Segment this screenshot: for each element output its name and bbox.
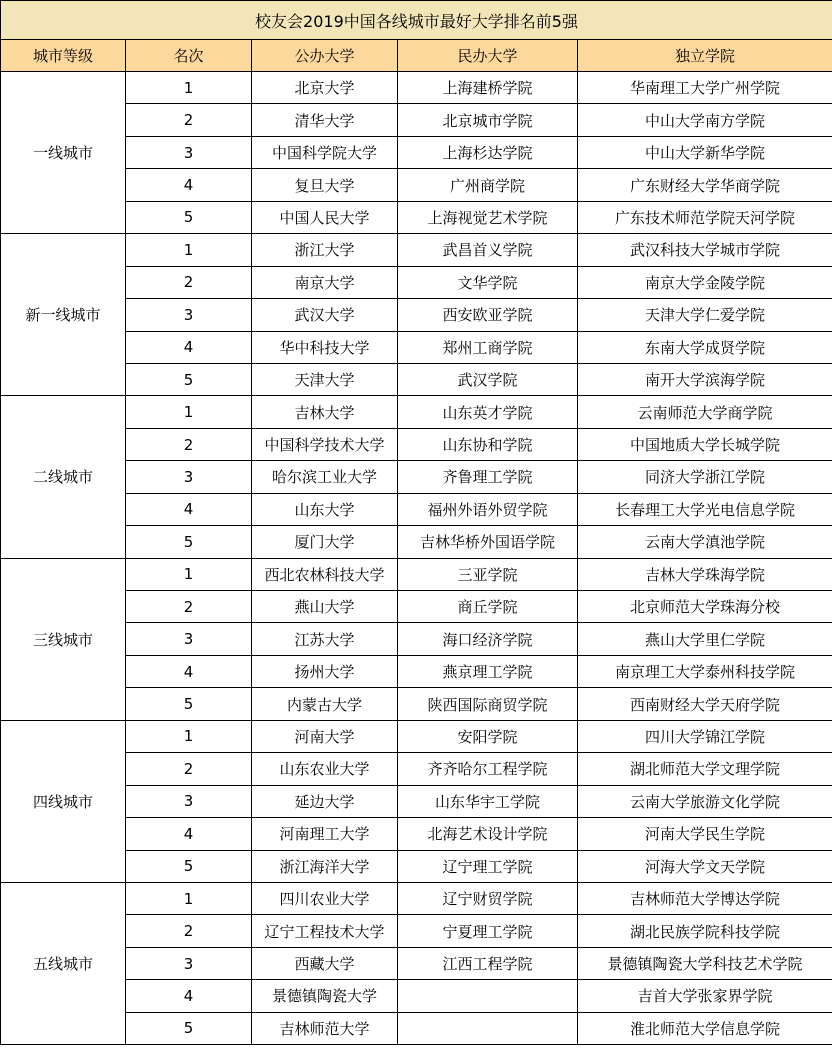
independent-college-cell: 南京理工大学泰州科技学院: [578, 655, 832, 687]
private-university-cell: 福州外语外贸学院: [398, 493, 578, 525]
public-university-cell: 中国人民大学: [252, 201, 398, 233]
independent-college-cell: 北京师范大学珠海分校: [578, 591, 832, 623]
table-row: [1, 136, 832, 168]
rank-cell: 4: [126, 818, 252, 850]
table-row: [1, 461, 832, 493]
city-tier-cell: 五线城市: [1, 882, 126, 1044]
rank-cell: 4: [126, 980, 252, 1012]
independent-college-cell: 河海大学文天学院: [578, 850, 832, 882]
table-row: [1, 915, 832, 947]
public-university-cell: 南京大学: [252, 266, 398, 298]
city-tier-cell: 二线城市: [1, 396, 126, 558]
table-row: [1, 753, 832, 785]
rank-cell: 4: [126, 493, 252, 525]
public-university-cell: 吉林师范大学: [252, 1012, 398, 1044]
rank-cell: 3: [126, 461, 252, 493]
independent-college-cell: 吉首大学张家界学院: [578, 980, 832, 1012]
private-university-cell: 辽宁理工学院: [398, 850, 578, 882]
independent-college-cell: 吉林大学珠海学院: [578, 558, 832, 590]
public-university-cell: 山东农业大学: [252, 753, 398, 785]
header-private-university: 民办大学: [398, 40, 578, 72]
private-university-cell: 文华学院: [398, 266, 578, 298]
private-university-cell: 上海视觉艺术学院: [398, 201, 578, 233]
private-university-cell: [398, 980, 578, 1012]
private-university-cell: 山东华宇工学院: [398, 785, 578, 817]
rank-cell: 5: [126, 201, 252, 233]
table-row: [1, 558, 832, 590]
header-city-tier: 城市等级: [1, 40, 126, 72]
rank-cell: 4: [126, 169, 252, 201]
rank-cell: 2: [126, 104, 252, 136]
public-university-cell: 西藏大学: [252, 947, 398, 979]
independent-college-cell: 四川大学锦江学院: [578, 720, 832, 752]
table-row: [1, 947, 832, 979]
independent-college-cell: 燕山大学里仁学院: [578, 623, 832, 655]
private-university-cell: 三亚学院: [398, 558, 578, 590]
independent-college-cell: 西南财经大学天府学院: [578, 688, 832, 720]
rank-cell: 1: [126, 72, 252, 104]
independent-college-cell: 中山大学南方学院: [578, 104, 832, 136]
public-university-cell: 清华大学: [252, 104, 398, 136]
table-row: [1, 785, 832, 817]
private-university-cell: 西安欧亚学院: [398, 299, 578, 331]
table-row: [1, 331, 832, 363]
rank-cell: 3: [126, 785, 252, 817]
public-university-cell: 哈尔滨工业大学: [252, 461, 398, 493]
public-university-cell: 浙江海洋大学: [252, 850, 398, 882]
independent-college-cell: 云南大学旅游文化学院: [578, 785, 832, 817]
rank-cell: 2: [126, 915, 252, 947]
table-row: [1, 1012, 832, 1044]
table-row: [1, 72, 832, 104]
header-independent-college: 独立学院: [578, 40, 832, 72]
independent-college-cell: 云南师范大学商学院: [578, 396, 832, 428]
city-tier-cell: 三线城市: [1, 558, 126, 720]
private-university-cell: [398, 1012, 578, 1044]
table-row: [1, 526, 832, 558]
rank-cell: 2: [126, 753, 252, 785]
rank-cell: 3: [126, 623, 252, 655]
rank-cell: 5: [126, 1012, 252, 1044]
independent-college-cell: 景德镇陶瓷大学科技艺术学院: [578, 947, 832, 979]
public-university-cell: 扬州大学: [252, 655, 398, 687]
private-university-cell: 上海建桥学院: [398, 72, 578, 104]
table-row: [1, 169, 832, 201]
independent-college-cell: 武汉科技大学城市学院: [578, 234, 832, 266]
table-row: [1, 818, 832, 850]
table-body: [1, 72, 832, 1045]
public-university-cell: 复旦大学: [252, 169, 398, 201]
independent-college-cell: 河南大学民生学院: [578, 818, 832, 850]
public-university-cell: 武汉大学: [252, 299, 398, 331]
public-university-cell: 中国科学院大学: [252, 136, 398, 168]
private-university-cell: 宁夏理工学院: [398, 915, 578, 947]
private-university-cell: 安阳学院: [398, 720, 578, 752]
public-university-cell: 浙江大学: [252, 234, 398, 266]
title-row: [1, 1, 832, 40]
independent-college-cell: 南开大学滨海学院: [578, 363, 832, 395]
independent-college-cell: 湖北师范大学文理学院: [578, 753, 832, 785]
private-university-cell: 北海艺术设计学院: [398, 818, 578, 850]
public-university-cell: 厦门大学: [252, 526, 398, 558]
header-public-university: 公办大学: [252, 40, 398, 72]
rank-cell: 2: [126, 428, 252, 460]
independent-college-cell: 中山大学新华学院: [578, 136, 832, 168]
rank-cell: 4: [126, 331, 252, 363]
independent-college-cell: 东南大学成贤学院: [578, 331, 832, 363]
private-university-cell: 北京城市学院: [398, 104, 578, 136]
table-row: [1, 493, 832, 525]
table-row: [1, 591, 832, 623]
public-university-cell: 辽宁工程技术大学: [252, 915, 398, 947]
independent-college-cell: 广东财经大学华商学院: [578, 169, 832, 201]
independent-college-cell: 长春理工大学光电信息学院: [578, 493, 832, 525]
city-tier-cell: 新一线城市: [1, 234, 126, 396]
rank-cell: 1: [126, 720, 252, 752]
independent-college-cell: 湖北民族学院科技学院: [578, 915, 832, 947]
table-row: [1, 266, 832, 298]
independent-college-cell: 吉林师范大学博达学院: [578, 882, 832, 914]
public-university-cell: 内蒙古大学: [252, 688, 398, 720]
private-university-cell: 吉林华桥外国语学院: [398, 526, 578, 558]
private-university-cell: 山东协和学院: [398, 428, 578, 460]
independent-college-cell: 同济大学浙江学院: [578, 461, 832, 493]
table-row: [1, 396, 832, 428]
public-university-cell: 北京大学: [252, 72, 398, 104]
table-row: [1, 201, 832, 233]
header-rank: 名次: [126, 40, 252, 72]
private-university-cell: 商丘学院: [398, 591, 578, 623]
public-university-cell: 河南理工大学: [252, 818, 398, 850]
public-university-cell: 江苏大学: [252, 623, 398, 655]
table-row: [1, 850, 832, 882]
public-university-cell: 西北农林科技大学: [252, 558, 398, 590]
independent-college-cell: 淮北师范大学信息学院: [578, 1012, 832, 1044]
private-university-cell: 山东英才学院: [398, 396, 578, 428]
independent-college-cell: 云南大学滇池学院: [578, 526, 832, 558]
private-university-cell: 燕京理工学院: [398, 655, 578, 687]
rank-cell: 3: [126, 947, 252, 979]
independent-college-cell: 广东技术师范学院天河学院: [578, 201, 832, 233]
header-row: [1, 40, 832, 72]
rank-cell: 2: [126, 591, 252, 623]
independent-college-cell: 华南理工大学广州学院: [578, 72, 832, 104]
private-university-cell: 齐鲁理工学院: [398, 461, 578, 493]
table-row: [1, 980, 832, 1012]
rank-cell: 1: [126, 882, 252, 914]
table-row: [1, 363, 832, 395]
public-university-cell: 山东大学: [252, 493, 398, 525]
rank-cell: 4: [126, 655, 252, 687]
city-tier-cell: 一线城市: [1, 72, 126, 234]
private-university-cell: 海口经济学院: [398, 623, 578, 655]
rank-cell: 2: [126, 266, 252, 298]
public-university-cell: 四川农业大学: [252, 882, 398, 914]
independent-college-cell: 南京大学金陵学院: [578, 266, 832, 298]
private-university-cell: 上海杉达学院: [398, 136, 578, 168]
private-university-cell: 郑州工商学院: [398, 331, 578, 363]
table-row: [1, 104, 832, 136]
independent-college-cell: 天津大学仁爱学院: [578, 299, 832, 331]
public-university-cell: 吉林大学: [252, 396, 398, 428]
public-university-cell: 延边大学: [252, 785, 398, 817]
table-row: [1, 688, 832, 720]
table-title: 校友会2019中国各线城市最好大学排名前5强: [1, 1, 832, 40]
rank-cell: 5: [126, 526, 252, 558]
private-university-cell: 武昌首义学院: [398, 234, 578, 266]
rank-cell: 5: [126, 363, 252, 395]
private-university-cell: 辽宁财贸学院: [398, 882, 578, 914]
public-university-cell: 天津大学: [252, 363, 398, 395]
private-university-cell: 陕西国际商贸学院: [398, 688, 578, 720]
table-row: [1, 655, 832, 687]
city-tier-cell: 四线城市: [1, 720, 126, 882]
independent-college-cell: 中国地质大学长城学院: [578, 428, 832, 460]
public-university-cell: 燕山大学: [252, 591, 398, 623]
rank-cell: 5: [126, 688, 252, 720]
table-row: [1, 882, 832, 914]
public-university-cell: 中国科学技术大学: [252, 428, 398, 460]
table-row: [1, 428, 832, 460]
rank-cell: 5: [126, 850, 252, 882]
public-university-cell: 河南大学: [252, 720, 398, 752]
public-university-cell: 景德镇陶瓷大学: [252, 980, 398, 1012]
private-university-cell: 江西工程学院: [398, 947, 578, 979]
table-row: [1, 720, 832, 752]
rank-cell: 1: [126, 234, 252, 266]
private-university-cell: 齐齐哈尔工程学院: [398, 753, 578, 785]
private-university-cell: 武汉学院: [398, 363, 578, 395]
table-row: [1, 234, 832, 266]
rank-cell: 1: [126, 396, 252, 428]
rank-cell: 1: [126, 558, 252, 590]
rank-cell: 3: [126, 136, 252, 168]
table-row: [1, 299, 832, 331]
rank-cell: 3: [126, 299, 252, 331]
private-university-cell: 广州商学院: [398, 169, 578, 201]
public-university-cell: 华中科技大学: [252, 331, 398, 363]
table-row: [1, 623, 832, 655]
